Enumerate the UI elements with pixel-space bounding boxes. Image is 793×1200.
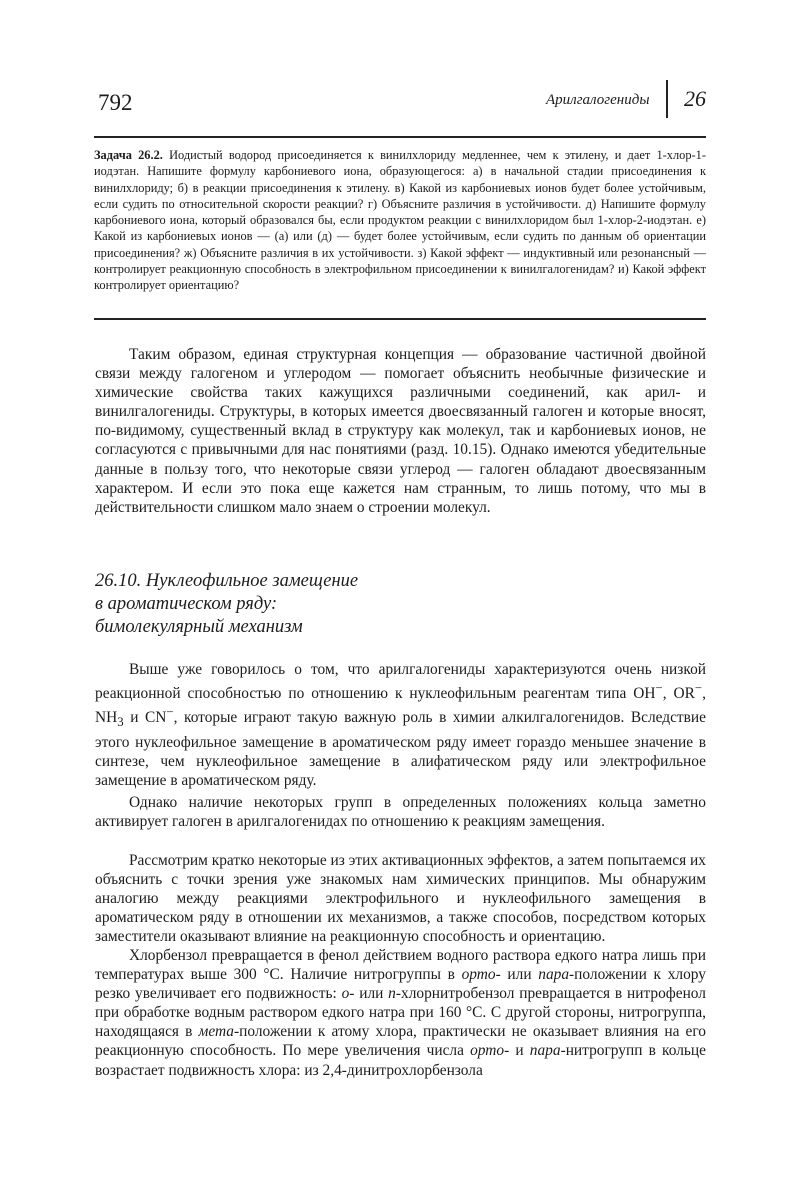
task-box	[94, 147, 706, 294]
paragraph-activation-effects: Рассмотрим кратко некоторые из этих активационных эффектов, а затем попытаемся их объяснить с точки зрения уже знакомых нам химических принципов. Мы обнаружим аналогию между реакциями электрофильного и нуклеофильного замещения в ароматическом ряду в отношении их механизмов, а также способов, посредством которых заместители оказывают влияние на реакционную способность и ориентацию.	[95, 852, 706, 946]
chapter-number: 26	[684, 86, 706, 111]
section-heading-line-2: в ароматическом ряду:	[95, 594, 278, 614]
paragraph-structural-concept: Таким образом, единая структурная концепция — образование частичной двойной связи между галогеном и углеродом — помогает объяснить необычные физические и химические свойства таких кажущихся различными соединений, как арил- и винилгалогениды. Структуры, в которых имеется двоесвязанный галоген и которые вносят, по-видимому, существенный вклад в структуру как молекул, так и карбониевых ионов, не согласуются с привычными для нас понятиями (разд. 10.15). Однако имеются убедительные данные в пользу того, что некоторые связи углерод — галоген обладают двоесвязанным характером. И если это пока еще кажется нам странным, то лишь потому, что мы в действительности слишком мало знаем о строении молекул.	[95, 346, 706, 516]
task-text: Иодистый водород присоединяется к винилхлориду медленнее, чем к этилену, и дает 1-хлор-1-иодэтан. Напишите формулу карбониевого иона, образующегося: а) в начальной стадии присоединения к винилхлориду; б) в реакции присоединения к этилену. в) Какой из карбониевых ионов будет более устойчивым, если судить по относительной скорости реакции? г) Объясните различия в устойчивости. д) Напишите формулу карбониевого иона, который образовался бы, если продуктом реакции с винилхлоридом был 1-хлор-2-иодэтан. е) Какой из карбониевых ионов — (а) или (д) — будет более устойчивым, если судить по данным об ориентации присоединения? ж) Объясните различия в их устойчивости. з) Какой эффект — индуктивный или резонансный — контролирует реакционную способность в электрофильном присоединении к винилгалогенидам? и) Какой эффект контролирует ориентацию?	[94, 148, 707, 293]
page-number: 792	[98, 90, 133, 115]
task-label: Задача 26.2.	[94, 148, 163, 162]
section-heading	[95, 570, 515, 639]
paragraph-low-reactivity: Выше уже говорилось о том, что арилгалогениды характеризуются очень низкой реакционной способностью по отношению к нуклеофильным реагентам типа OH−, OR−, $NH_3$ и CN−, которые играют такую важную роль в химии алкилгалогенидов. Вследствие этого нуклеофильное замещение в ароматическом ряду имеет гораздо меньшее значение в синтезе, чем нуклеофильное замещение в алифатическом ряду или электрофильное замещение в ароматическом ряду.	[95, 661, 706, 789]
paragraph-chlorobenzene: Хлорбензол превращается в фенол действием водного раствора едкого натра лишь при температурах выше 300 °С. Наличие нитрогруппы в орто- или пара-положении к хлору резко увеличивает его подвижность: о- или п-хлорнитробензол превращается в нитрофенол при обработке водным раствором едкого натра при 160 °С. С другой стороны, нитрогруппа, находящаяся в мета-положении к атому хлора, практически не оказывает влияния на его реакционную способность. По мере увеличения числа орто- и пара-нитрогрупп в кольце возрастает подвижность хлора: из 2,4-динитрохлорбензола	[95, 947, 706, 1079]
task-bottom-rule	[94, 318, 706, 320]
section-heading-line-3: бимолекулярный механизм	[95, 617, 303, 637]
header-divider	[666, 80, 668, 118]
section-heading-line-1: 26.10. Нуклеофильное замещение	[95, 571, 359, 591]
task-top-rule	[94, 136, 706, 138]
paragraph-activating-groups: Однако наличие некоторых групп в определенных положениях кольца заметно активирует галоген в арилгалогенидах по отношению к реакциям замещения.	[95, 794, 706, 831]
running-head: Арилгалогениды	[546, 92, 650, 108]
